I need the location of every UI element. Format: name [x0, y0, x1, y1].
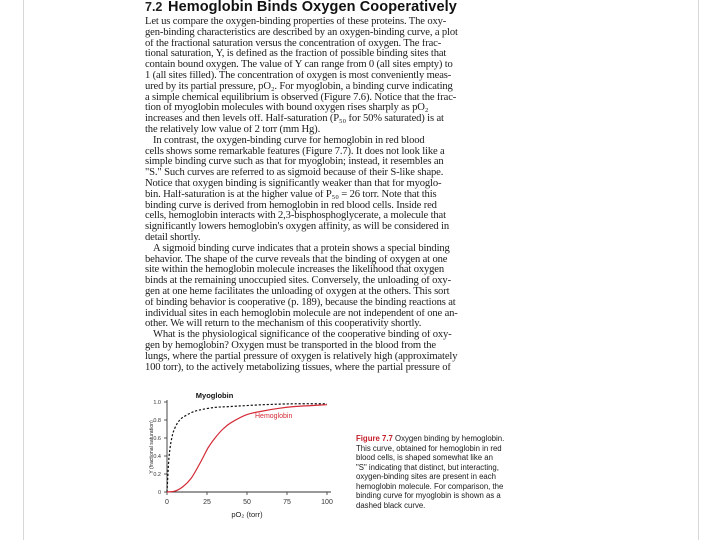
body-line: behavior. The shape of the curve reveals that the binding of oxygen at one	[145, 254, 448, 265]
caption-body	[356, 444, 556, 511]
body-line: ured by its partial pressure, pO₂. For myoglobin, a binding curve indicating	[145, 81, 453, 92]
caption-line: hemoglobin molecule. For comparison, the	[356, 481, 504, 491]
body-line: gen-binding characteristics are described by an oxygen-binding curve, a plot	[145, 27, 458, 38]
body-line: of the fractional saturation versus the concentration of oxygen. The frac-	[145, 38, 442, 49]
body-line: contain bound oxygen. The value of Y can range from 0 (all sites empty) to	[145, 60, 453, 71]
section-title: Hemoglobin Binds Oxygen Cooperatively	[168, 0, 457, 15]
body-line: the relatively low value of 2 torr (mm Hg).	[145, 124, 321, 135]
body-line: cells, hemoglobin interacts with 2,3-bisphosphoglycerate, a molecule that	[145, 211, 446, 222]
body-line: of binding behavior is cooperative (p. 189), because the binding reactions at	[145, 297, 456, 308]
body-line: A sigmoid binding curve indicates that a protein shows a special binding	[153, 243, 450, 254]
caption-line: This curve, obtained for hemoglobin in red	[356, 443, 502, 453]
body-line: detail shortly.	[145, 232, 201, 243]
x-tick-label: 25	[203, 499, 211, 506]
x-tick-label: 50	[243, 499, 251, 506]
body-line: cells shows some remarkable features (Figure 7.7). It does not look like a	[145, 146, 445, 157]
body-line: other. We will return to the mechanism of this cooperativity shortly.	[145, 319, 422, 330]
body-line: gen by hemoglobin? Oxygen must be transported in the blood from the	[145, 340, 436, 351]
y-tick-label: 0.6	[153, 436, 161, 442]
figure-caption	[356, 434, 556, 510]
x-tick-label: 75	[283, 499, 291, 506]
body-line: 1 (all sites filled). The concentration of oxygen is most conveniently meas-	[145, 70, 452, 81]
body-text	[145, 17, 553, 373]
body-line: tion of myoglobin molecules with bound oxygen rises sharply as pO₂	[145, 103, 429, 114]
page-edge-left	[23, 0, 24, 540]
body-line: site within the hemoglobin molecule increases the likelihood that oxygen	[145, 265, 444, 276]
hemoglobin-label: Hemoglobin	[255, 413, 293, 421]
y-axis-label: Y (fractional saturation)	[149, 420, 155, 474]
body-line: lungs, where the partial pressure of oxygen is relatively high (approximately	[145, 351, 458, 362]
body-line: binding curve is derived from hemoglobin in red blood cells. Inside red	[145, 200, 437, 211]
caption-line: "S" indicating that distinct, but interacting,	[356, 462, 499, 472]
caption-line: blood cells, is shaped somewhat like an	[356, 453, 493, 462]
hemoglobin-curve	[167, 405, 327, 492]
body-line: simple binding curve such as that for myoglobin; instead, it resembles an	[145, 157, 444, 168]
caption-title: Oxygen binding by hemoglobin.	[395, 434, 505, 443]
page-edge-right	[698, 0, 699, 540]
y-tick-label: 0.4	[153, 454, 161, 460]
x-axis-label: pO₂ (torr)	[231, 510, 263, 519]
body-line: What is the physiological significance of the cooperative binding of oxy-	[153, 330, 452, 341]
caption-line: oxygen-binding sites are present in each	[356, 472, 496, 481]
section-header	[145, 0, 565, 18]
y-tick-label: 0	[157, 490, 161, 496]
body-line: individual sites in each hemoglobin molecule are not independent of one an-	[145, 308, 458, 319]
y-tick-label: 1.0	[153, 400, 161, 406]
x-tick-label: 100	[321, 499, 333, 506]
caption-line: binding curve for myoglobin is shown as a	[356, 491, 501, 500]
caption-line: dashed black curve.	[356, 500, 426, 510]
body-line: gen at one heme facilitates the unloading of oxygen at the others. This sort	[145, 286, 450, 297]
body-line: a simple chemical equilibrium is observed (Figure 7.6). Notice that the frac-	[145, 92, 457, 103]
body-line: bin. Half-saturation is at the higher value of P₅₀ = 26 torr. Note that this	[145, 189, 437, 200]
caption-heading	[356, 434, 556, 444]
body-line: 100 torr), to the actively metabolizing tissues, where the partial pressure of	[145, 362, 451, 373]
y-tick-label: 0.2	[153, 472, 161, 478]
body-line: Let us compare the oxygen-binding properties of these proteins. The oxy-	[145, 17, 447, 27]
x-tick-label: 0	[165, 499, 169, 506]
body-line: "S." Such curves are referred to as sigmoid because of their S-like shape.	[145, 168, 444, 179]
y-tick-label: 0.8	[153, 418, 161, 424]
body-line: binds at the remaining unoccupied sites. Conversely, the unloading of oxy-	[145, 276, 451, 287]
myoglobin-label: Myoglobin	[195, 392, 234, 400]
body-line: significantly lowers hemoglobin's oxygen affinity, as will be considered in	[145, 222, 449, 233]
body-line: tional saturation, Y, is defined as the fraction of possible binding sites that	[145, 49, 447, 60]
body-line: increases and then levels off. Half-saturation (P₅₀ for 50% saturated) is at	[145, 114, 444, 125]
body-line: Notice that oxygen binding is significantly weaker than that for myoglo-	[145, 178, 442, 189]
caption-label: Figure 7.7	[356, 434, 393, 443]
body-line: In contrast, the oxygen-binding curve for hemoglobin in red blood	[153, 135, 425, 146]
section-number: 7.2	[145, 0, 163, 14]
